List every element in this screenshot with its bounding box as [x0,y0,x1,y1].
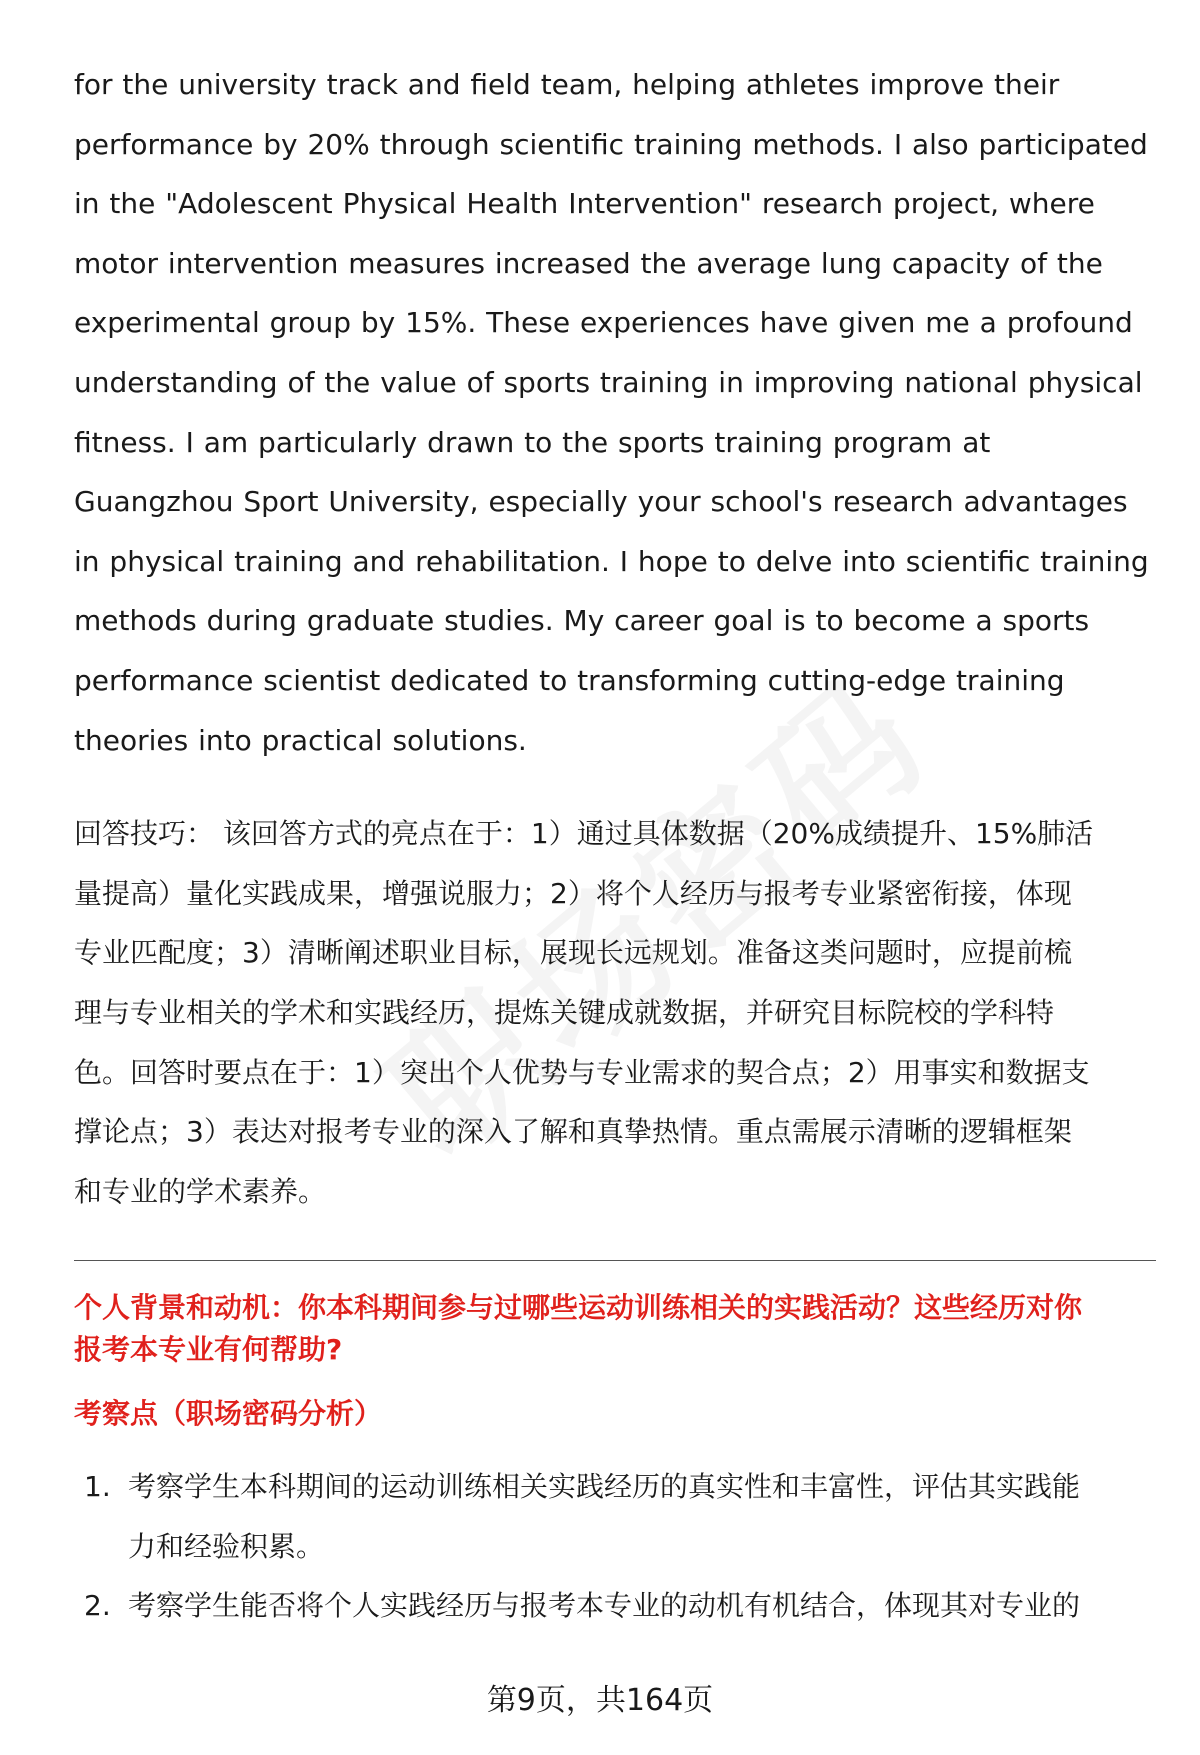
english-answer-line: theories into practical solutions. [74,723,527,757]
list-item-number: 1. [84,1470,111,1504]
answer-tips-line: 色。回答时要点在于：1）突出个人优势与专业需求的契合点；2）用事实和数据支 [74,1055,1090,1089]
answer-tips-line: 专业匹配度；3）清晰阐述职业目标，展现长远规划。准备这类问题时，应提前梳 [74,936,1072,970]
english-answer-line: Guangzhou Sport University, especially your school's research advantages [74,485,1128,519]
english-answer-line: understanding of the value of sports training in improving national physical [74,365,1143,399]
answer-tips-line: 回答技巧： 该回答方式的亮点在于：1）通过具体数据（20%成绩提升、15%肺活 [74,817,1094,851]
list-item-line: 考察学生本科期间的运动训练相关实践经历的真实性和丰富性，评估其实践能 [128,1470,1081,1504]
section-divider [74,1260,1156,1261]
list-item-line: 力和经验积累。 [128,1529,325,1563]
answer-tips-paragraph [74,804,1158,1221]
english-answer-line: fitness. I am particularly drawn to the sports training program at [74,425,991,459]
question-heading-line: 个人背景和动机：你本科期间参与过哪些运动训练相关的实践活动？这些经历对你 [74,1291,1083,1325]
page-content [74,55,1158,1636]
exam-points-list [74,1457,1158,1636]
list-item-number: 2. [84,1589,111,1623]
exam-points-heading: 考察点（职场密码分析） [74,1397,383,1431]
english-answer-line: in the "Adolescent Physical Health Intervention" research project, where [74,187,1095,221]
english-answer-line: methods during graduate studies. My career goal is to become a sports [74,604,1090,638]
page-number-footer: 第9页，共164页 [486,1683,714,1718]
list-item-line: 考察学生能否将个人实践经历与报考本专业的动机有机结合，体现其对专业的 [128,1589,1081,1623]
answer-tips-line: 和专业的学术素养。 [74,1174,327,1208]
english-answer-line: in physical training and rehabilitation. I hope to delve into scientific training [74,544,1149,578]
english-answer-line: experimental group by 15%. These experiences have given me a profound [74,306,1133,340]
english-answer-line: performance by 20% through scientific training methods. I also participated [74,127,1148,161]
list-item [74,1576,1158,1636]
question-heading [74,1287,1158,1371]
english-answer-line: performance scientist dedicated to transforming cutting-edge training [74,663,1065,697]
answer-tips-line: 量提高）量化实践成果，增强说服力；2）将个人经历与报考专业紧密衔接，体现 [74,876,1072,910]
list-item [74,1457,1158,1576]
english-answer-line: for the university track and field team, helping athletes improve their [74,68,1060,101]
english-answer-paragraph [74,55,1158,770]
english-answer-line: motor intervention measures increased the average lung capacity of the [74,246,1103,280]
question-heading-line: 报考本专业有何帮助? [74,1333,343,1367]
answer-tips-line: 理与专业相关的学术和实践经历，提炼关键成就数据，并研究目标院校的学科特 [74,995,1055,1029]
answer-tips-line: 撑论点；3）表达对报考专业的深入了解和真挚热情。重点需展示清晰的逻辑框架 [74,1115,1072,1149]
